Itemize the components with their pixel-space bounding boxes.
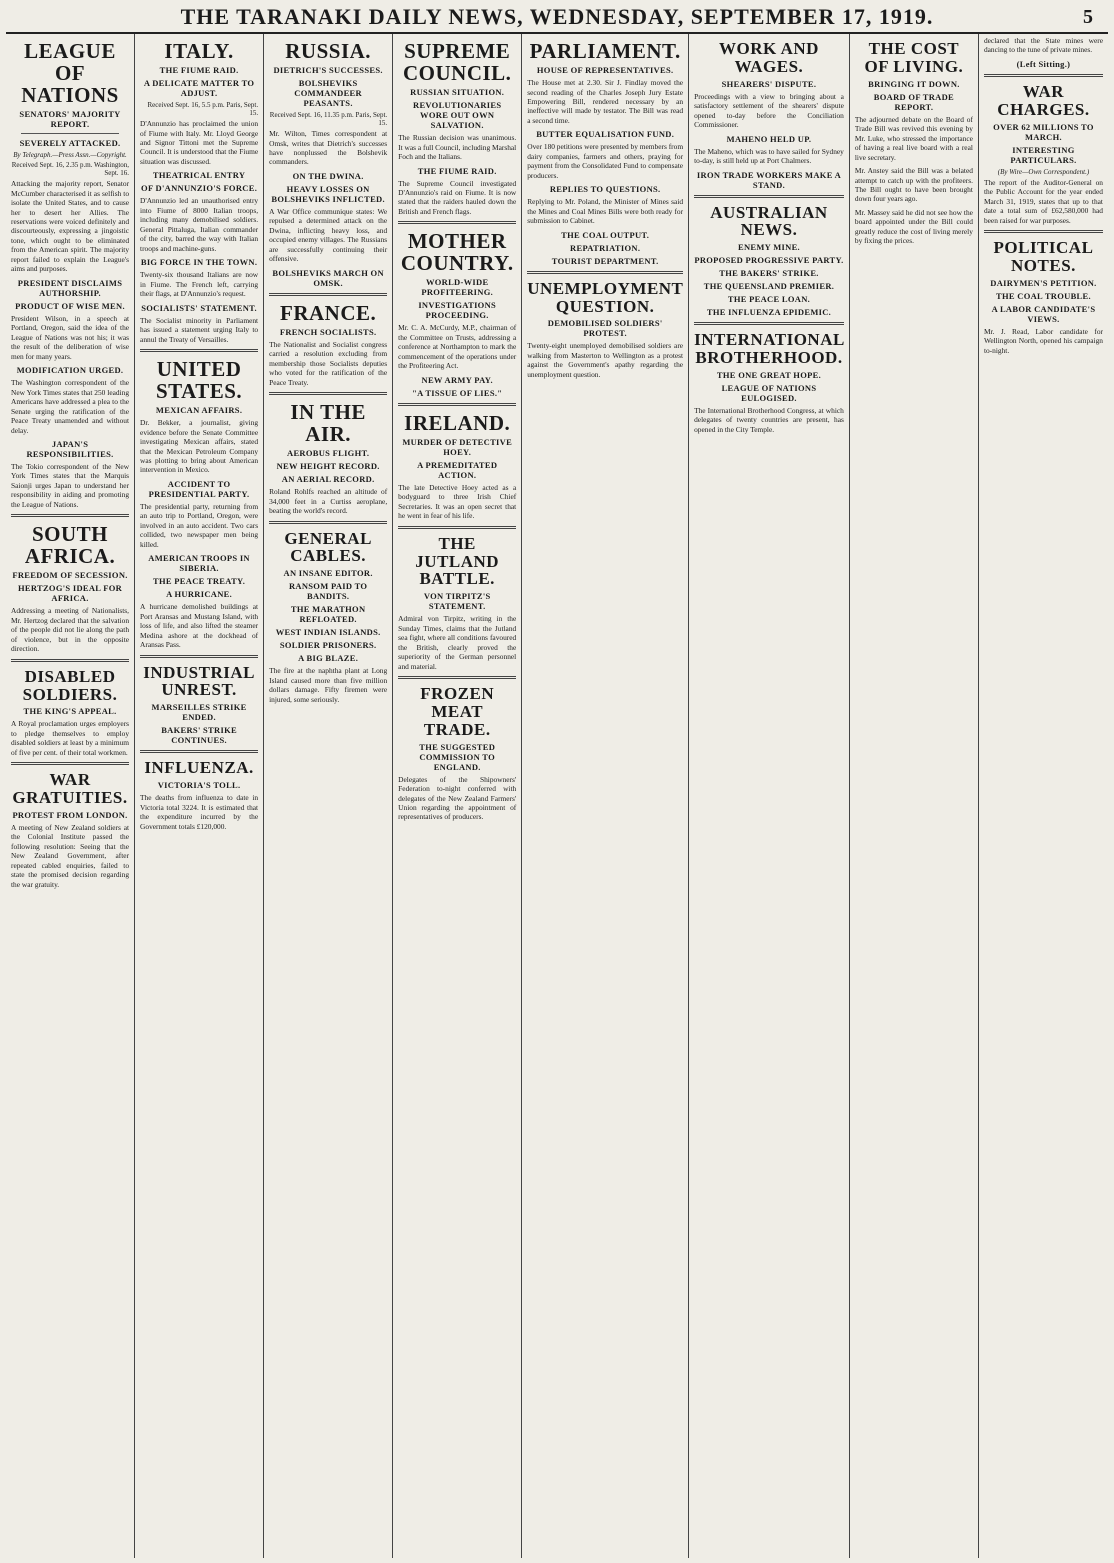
subheading: (Left Sitting.) (1016, 58, 1071, 69)
subheading: HEAVY LOSSES ON BOLSHEVIKS INFLICTED. (271, 183, 385, 204)
article-body: The Socialist minority in Parliament has issued a statement urging Italy to annul the Treaty of Versailles. (140, 315, 259, 344)
subheading: PROTEST FROM LONDON. (12, 810, 128, 821)
subheading: MAHENO HELD UP. (726, 133, 812, 144)
subheading: DAIRYMEN'S PETITION. (990, 277, 1097, 288)
article-body: Delegates of the Shipowners' Federation to-night conferred with delegates of the New Zealand Farmers' Union regarding the appointment of representatives of producers. (398, 774, 517, 822)
subheading: SHEARERS' DISPUTE. (721, 78, 817, 89)
article-body: D'Annunzio led an unauthorised entry into Fiume of 8000 Italian troops, including many demobilised soldiers. General Pittaluga, Italian commander of the city, barred the way with Italian troops and machine-guns. (140, 196, 259, 253)
heading-south-africa: SOUTH AFRICA. (24, 522, 116, 569)
subheading: A HURRICANE. (166, 589, 233, 600)
subheading: OVER 62 MILLIONS TO MARCH. (993, 121, 1094, 142)
subheading: THEATRICAL ENTRY (152, 170, 246, 181)
subheading: REVOLUTIONARIES WORE OUT OWN SALVATION. (413, 100, 502, 131)
subheading: "A TISSUE OF LIES." (412, 387, 503, 398)
heading-war-charges: WAR CHARGES. (997, 81, 1090, 119)
subheading: HOUSE OF REPRESENTATIVES. (536, 65, 674, 76)
article-body: A hurricane demolished buildings at Port Aransas and Mustang Island, with loss of life, and also lifted the steamer Medina ashore at the dockhead of Aransas Pass. (140, 602, 259, 650)
page-number: 5 (1083, 5, 1094, 28)
heading-in-the-air: IN THE AIR. (290, 400, 366, 447)
heading-frozen-meat-trade: FROZEN MEAT TRADE. (420, 684, 495, 739)
article-body: Twenty-eight unemployed demobilised soldiers are walking from Masterton to Wellington as a protest against the Government's apathy regarding the unemployment question. (527, 341, 684, 379)
heading-cost-of-living: THE COST OF LIVING. (864, 39, 964, 76)
subheading: INVESTIGATIONS PROCEEDING. (418, 300, 497, 321)
subheading: A PREMEDITATED ACTION. (417, 459, 498, 480)
heading-political-notes: POLITICAL NOTES. (993, 237, 1094, 275)
article-body: President Wilson, in a speech at Portland, Oregon, said the idea of the League of Nations was not his; it was the result of the deliberation of wise men for many years. (11, 313, 130, 361)
subheading: THE MARATHON REFLOATED. (290, 604, 366, 625)
subheading: MODIFICATION URGED. (16, 365, 124, 376)
article-body: Twenty-six thousand Italians are now in Fiume. The French left, carrying their flags, at D'Annunzio's request. (140, 270, 259, 299)
subheading: BAKERS' STRIKE CONTINUES. (161, 725, 237, 746)
subheading: RUSSIAN SITUATION. (410, 87, 505, 98)
subheading: DEMOBILISED SOLDIERS' PROTEST. (547, 318, 663, 339)
subheading: INTERESTING PARTICULARS. (1010, 144, 1077, 165)
article-body: Replying to Mr. Poland, the Minister of Mines said the Mines and Coal Mines Bills were both ready for submission to Cabinet. (527, 197, 684, 226)
article-body: declared that the State mines were dancing to the tune of private mines. (983, 36, 1103, 55)
column-7 (850, 34, 979, 1558)
subheading: VICTORIA'S TOLL. (157, 780, 241, 791)
heading-industrial-unrest: INDUSTRIAL UNREST. (143, 662, 255, 700)
article-body: Admiral von Tirpitz, writing in the Sunday Times, claims that the Jutland sea fight, where all conditions favoured the British, clearly proved the superiority of the German personnel and material. (398, 614, 517, 671)
subheading: SOLDIER PRISONERS. (279, 640, 377, 651)
article-body: The report of the Auditor-General on the Public Account for the year ended March 31, 1919, states that up to that date a total sum of £62,580,000 had been raised for war purposes. (983, 177, 1103, 225)
subheading: FREEDOM OF SECESSION. (12, 570, 128, 581)
subheading: SENATORS' MAJORITY REPORT. (19, 109, 121, 130)
subheading: DIETRICH'S SUCCESSES. (273, 65, 383, 76)
subheading: IRON TRADE WORKERS MAKE A STAND. (696, 169, 842, 190)
subheading: RANSOM PAID TO BANDITS. (288, 581, 368, 602)
subheading: FRENCH SOCIALISTS. (279, 326, 377, 337)
article-body: The Russian decision was unanimous. It was a full Council, including Marshal Foch and the Italians. (398, 133, 517, 162)
article-body: The Washington correspondent of the New York Times states that 250 leading Americans have addressed a plea to the Senate urging the ratification of the Peace Treaty unamended and without delay. (11, 378, 130, 435)
article-body: The fire at the naphtha plant at Long Island caused more than five million dollars damage. Fifty firemen were injured, some seriously. (269, 666, 388, 704)
subheading: WEST INDIAN ISLANDS. (275, 627, 381, 638)
dateline: Received Sept. 16, 11.35 p.m. Paris, Sept. 15. (269, 111, 388, 128)
subheading: THE SUGGESTED COMMISSION TO ENGLAND. (419, 741, 496, 772)
article-body: A Royal proclamation urges employers to pledge themselves to employ disabled soldiers at least by a minimum of five per cent. of their total workmen. (11, 719, 130, 757)
heading-general-cables: GENERAL CABLES. (284, 528, 372, 566)
subheading: THE QUEENSLAND PREMIER. (703, 281, 835, 292)
dateline: Received Sept. 16, 5.5 p.m. Paris, Sept. 15. (147, 101, 259, 118)
subheading: A LABOR CANDIDATE'S VIEWS. (991, 303, 1096, 324)
subheading: SEVERELY ATTACKED. (19, 138, 121, 149)
heading-italy: ITALY. (164, 39, 234, 63)
newspaper-columns (6, 34, 1108, 1558)
subheading: THE PEACE TREATY. (153, 576, 246, 587)
subheading: AMERICAN TROOPS IN SIBERIA. (148, 553, 250, 574)
subheading: THE BAKERS' STRIKE. (719, 268, 819, 279)
masthead-title: THE TARANAKI DAILY NEWS, WEDNESDAY, SEPTEMBER 17, 1919. (180, 4, 934, 29)
byline: (By Wire—Own Correspondent.) (997, 167, 1090, 176)
subheading: BOLSHEVIKS COMMANDEER PEASANTS. (294, 78, 362, 109)
article-body: The late Detective Hoey acted as a bodyguard to three Irish Chief Secretaries. It was an open secret that he went in fear of his life. (398, 482, 517, 521)
subheading: TOURIST DEPARTMENT. (551, 255, 659, 266)
subheading: OF D'ANNUNZIO'S FORCE. (141, 183, 258, 194)
article-body: Mr. Wilton, Times correspondent at Omsk, writes that Dietrich's successes have nonplussed the Bolshevik commanders. (269, 129, 388, 167)
subheading: THE KING'S APPEAL. (23, 706, 117, 717)
article-body: The deaths from influenza to date in Victoria total 3224. It is estimated that the expenditure incurred by the Government totals £120,000. (140, 793, 259, 831)
article-body: The House met at 2.30. Sir J. Findlay moved the second reading of the Charles Joseph Jury Estate Empowering Bill, rendered necessary by an ineffective will made by testator. The Bill was read a second time. (527, 78, 684, 125)
column-1 (6, 34, 135, 1558)
subheading: LEAGUE OF NATIONS EULOGISED. (721, 382, 817, 403)
subheading: JAPAN'S RESPONSIBILITIES. (26, 438, 114, 459)
heading-russia: RUSSIA. (285, 39, 372, 63)
subheading: ENEMY MINE. (737, 242, 800, 253)
heading-supreme-council: SUPREME COUNCIL. (402, 39, 512, 86)
column-5 (522, 34, 689, 1558)
subheading: THE ONE GREAT HOPE. (716, 369, 822, 380)
heading-parliament: PARLIAMENT. (529, 39, 681, 63)
subheading: BIG FORCE IN THE TOWN. (140, 257, 258, 268)
subheading: HERTZOG'S IDEAL FOR AFRICA. (17, 583, 123, 604)
article-body: The presidential party, returning from an auto trip to Portland, Oregon, were involved in an auto accident. Two cars collided, two newspaper men being killed. (140, 501, 259, 549)
subheading: BUTTER EQUALISATION FUND. (536, 129, 675, 140)
article-body: The Supreme Council investigated D'Annunzio's raid on Fiume. It is now stated that the raiders hauled down the British and French flags. (398, 178, 517, 216)
subheading: A BIG BLAZE. (298, 653, 359, 664)
subheading: AEROBUS FLIGHT. (287, 448, 370, 459)
dateline: Received Sept. 16, 2.35 p.m. Washington, Sept. 16. (11, 161, 130, 178)
subheading: PRODUCT OF WISE MEN. (15, 300, 125, 311)
subheading: AN AERIAL RECORD. (281, 474, 375, 485)
subheading: NEW ARMY PAY. (421, 374, 493, 385)
article-body: The International Brotherhood Congress, at which delegates of twenty countries are present, has opened in the City Temple. (694, 405, 844, 434)
article-body: Proceedings with a view to bringing about a satisfactory settlement of the shearers' dispute opened to-day before the Conciliation Commissioner. (694, 91, 844, 130)
article-body: Addressing a meeting of Nationalists, Mr. Hertzog declared that the salvation of the people did not lie along the path of violence, but in the opposite direction. (11, 606, 130, 654)
subheading: NEW HEIGHT RECORD. (276, 461, 380, 472)
article-body: Roland Rohlfs reached an altitude of 34,000 feet in a Curtiss aeroplane, beating the world's record. (269, 487, 388, 516)
subheading: THE FIUME RAID. (417, 165, 497, 176)
article-body: A War Office communique states: We repulsed a determined attack on the Dwina, inflicting heavy loss, and occupied enemy villages. The Russians are successfully continuing their offensive. (269, 206, 388, 264)
column-8 (979, 34, 1108, 1558)
subheading: A DELICATE MATTER TO ADJUST. (143, 78, 255, 99)
subheading: WORLD-WIDE PROFITEERING. (421, 277, 494, 298)
heading-ireland: IRELAND. (404, 410, 511, 435)
subheading: BOLSHEVIKS MARCH ON OMSK. (272, 267, 384, 288)
article-body: Mr. Massey said he did not see how the board appointed under the Bill could greatly reduce the cost of living merely by fixing the prices. (854, 207, 973, 246)
masthead (6, 2, 1108, 34)
subheading: THE PEACE LOAN. (727, 294, 811, 305)
article-body: Mr. J. Read, Labor candidate for Wellington North, opened his campaign to-night. (983, 326, 1103, 355)
heading-unemployment-question: UNEMPLOYMENT QUESTION. (527, 278, 684, 316)
subheading: MARSEILLES STRIKE ENDED. (151, 702, 247, 723)
article-body: The adjourned debate on the Board of Trade Bill was revived this evening by Mr. Luke, who stressed the importance of having a real live board with a real live secretary. (854, 114, 973, 162)
heading-influenza: INFLUENZA. (144, 758, 254, 778)
subheading: AN INSANE EDITOR. (283, 568, 373, 579)
article-body: The Tokio correspondent of the New York Times states that the Marquis Saionji urges Japan to understand her responsibility in aiding and promoting the League of Nations. (11, 461, 130, 509)
subheading: SOCIALISTS' STATEMENT. (141, 302, 257, 313)
heading-mother-country: MOTHER COUNTRY. (400, 229, 514, 276)
subheading: REPLIES TO QUESTIONS. (549, 184, 661, 195)
subheading: THE FIUME RAID. (159, 65, 239, 76)
subheading: BRINGING IT DOWN. (868, 78, 960, 89)
heading-france: FRANCE. (280, 300, 377, 325)
subheading: MEXICAN AFFAIRS. (155, 405, 243, 416)
heading-disabled-soldiers: DISABLED SOLDIERS. (22, 666, 118, 704)
subheading: BOARD OF TRADE REPORT. (873, 91, 955, 112)
heading-work-and-wages: WORK AND WAGES. (719, 39, 819, 76)
subheading: THE COAL OUTPUT. (561, 229, 650, 240)
subheading: THE COAL TROUBLE. (995, 290, 1091, 301)
column-2 (135, 34, 264, 1558)
column-3 (264, 34, 393, 1558)
subheading: THE INFLUENZA EPIDEMIC. (706, 307, 832, 318)
heading-australian-news: AUSTRALIAN NEWS. (710, 202, 828, 240)
column-4 (393, 34, 522, 1558)
subheading: PROPOSED PROGRESSIVE PARTY. (694, 255, 844, 266)
heading-jutland-battle: THE JUTLAND BATTLE. (415, 533, 500, 589)
subheading: REPATRIATION. (570, 242, 641, 253)
article-body: Mr. Anstey said the Bill was a belated attempt to catch up with the profiteers. The Bill ought to have been brought down four years ago. (854, 166, 973, 204)
subheading: MURDER OF DETECTIVE HOEY. (402, 436, 513, 457)
article-body: D'Annunzio has proclaimed the union of Fiume with Italy. Mr. Lloyd George and Signor Tittoni met the Supreme Council. It is understood that the Fiume situation was discussed. (140, 119, 259, 166)
article-body: Over 180 petitions were presented by members from dairy companies, farmers and others, praying for payment from the Consolidated Fund to compensate producers. (527, 142, 684, 180)
subheading: PRESIDENT DISCLAIMS AUTHORSHIP. (17, 277, 123, 298)
subheading: VON TIRPITZ'S STATEMENT. (423, 591, 491, 612)
article-body: Attacking the majority report, Senator McCumber characterised it as selfish to isolate the United States, and to cause her to desert her Allies. The reservations were voiced definitely and discourteously, expressing a jingoistic tone, which ought to be eliminated from the American spirit. The majority report failed to explain the League's aims and purposes. (11, 179, 130, 274)
heading-international-brotherhood: INTERNATIONAL BROTHERHOOD. (694, 330, 845, 368)
heading-war-gratuities: WAR GRATUITIES. (12, 770, 128, 808)
article-body: Mr. C. A. McCurdy, M.P., chairman of the Committee on Trusts, addressing a conference at Northampton to mark the commencement of the operations under the Profiteering Act. (398, 323, 517, 371)
article-body: Dr. Bekker, a journalist, giving evidence before the Senate Committee investigating Mexican affairs, stated that the Mexican Petroleum Company was plotting to bring about American intervention in Mexico. (140, 418, 259, 475)
article-body: A meeting of New Zealand soldiers at the Colonial Institute passed the following resolution: Seeing that the New Zealand Government, after repeated cabled enquiries, failed to state the promised decision regarding the war gratuity. (11, 823, 130, 889)
heading-league-of-nations: LEAGUE OF NATIONS (21, 39, 119, 108)
article-body: The Nationalist and Socialist congress carried a resolution excluding from membership those Socialists deputies who voted for the ratification of the Peace Treaty. (269, 339, 388, 387)
byline: By Telegraph.—Press Assn.—Copyright. (13, 151, 127, 160)
article-body: The Maheno, which was to have sailed for Sydney to-day, is still held up at Port Chalmers. (694, 146, 844, 166)
subheading: ON THE DWINA. (292, 170, 364, 181)
column-6 (689, 34, 850, 1558)
heading-united-states: UNITED STATES. (155, 357, 243, 404)
subheading: ACCIDENT TO PRESIDENTIAL PARTY. (148, 478, 250, 499)
